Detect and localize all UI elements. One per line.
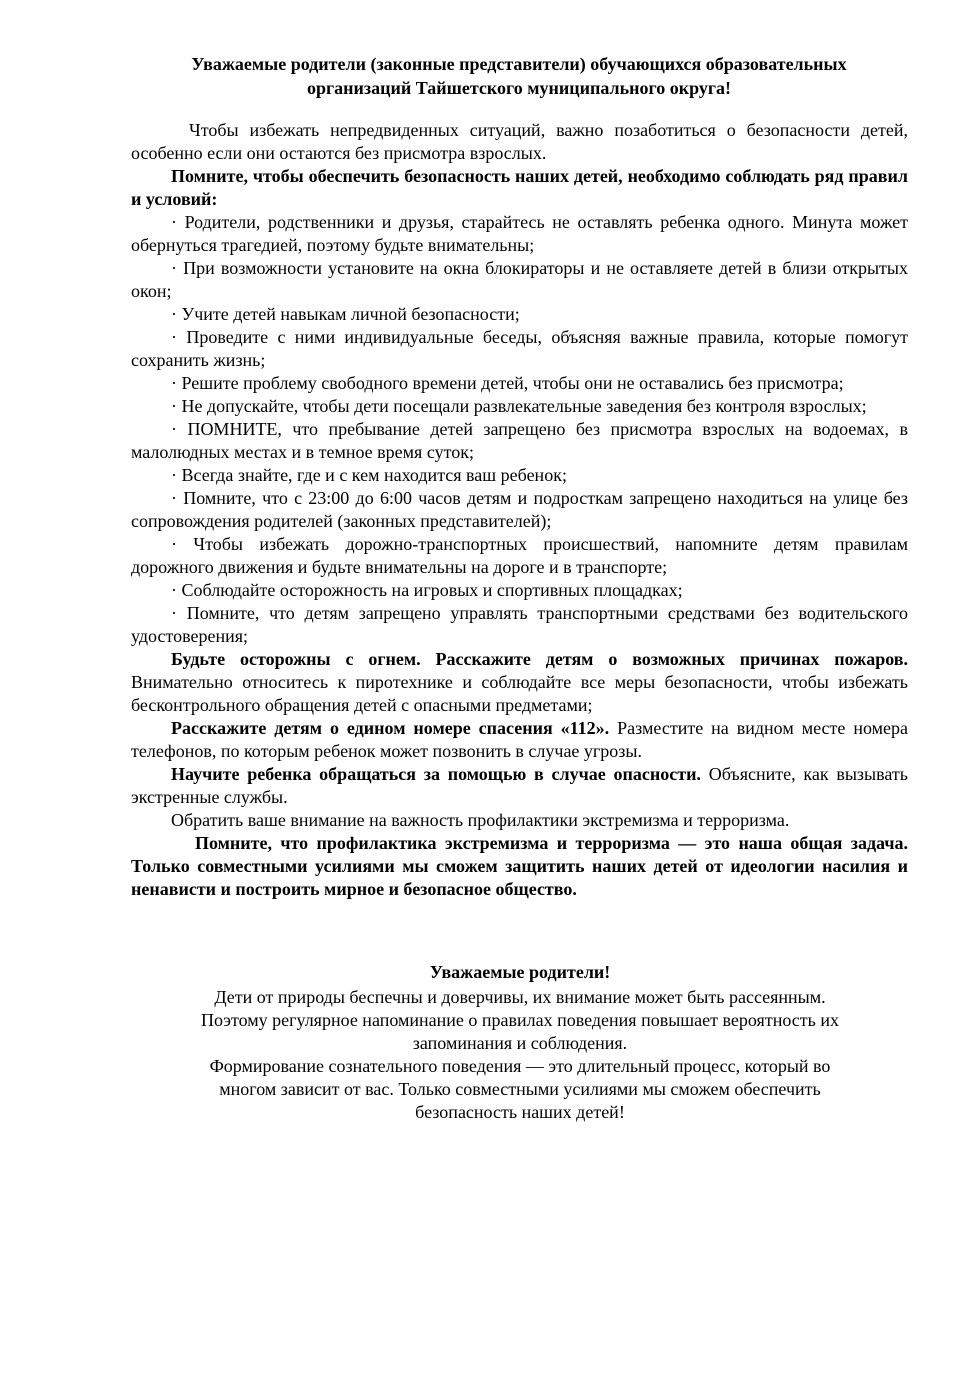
rule-item: · ПОМНИТЕ, что пребывание детей запрещено без присмотра взрослых на водоемах, в малолюдных местах и в темное время суток;	[131, 419, 908, 462]
rule-item: · Решите проблему свободного времени детей, чтобы они не оставались без присмотра;	[171, 373, 844, 393]
extremism-note: Обратить ваше внимание на важность профилактики экстремизма и терроризма.	[171, 810, 790, 830]
rule-item: · Учите детей навыкам личной безопасности;	[171, 304, 520, 324]
closing-line: Дети от природы беспечны и доверчивы, их внимание может быть рассеянным.	[214, 987, 826, 1007]
ask-help-text: Объясните, как вызывать экстренные службы.	[131, 764, 908, 807]
rescue-number-text: Разместите на видном месте номера телефонов, по которым ребенок может позвонить в случае угрозы.	[131, 718, 908, 761]
closing-title: Уважаемые родители!	[429, 962, 611, 982]
fire-safety-bold: Будьте осторожны с огнем. Расскажите детям о возможных причинах пожаров.	[171, 649, 908, 669]
rule-item: · Соблюдайте осторожность на игровых и спортивных площадках;	[171, 580, 683, 600]
closing-line: безопасность наших детей!	[415, 1102, 625, 1122]
intro-paragraph: Чтобы избежать непредвиденных ситуаций, важно позаботиться о безопасности детей, особенно если они остаются без присмотра взрослых.	[131, 120, 908, 163]
title-line-1: Уважаемые родители (законные представители) обучающихся образовательных	[191, 54, 847, 74]
document-body	[131, 119, 908, 901]
rule-item: · При возможности установите на окна блокираторы и не оставляете детей в близи открытых окон;	[131, 258, 908, 301]
rule-item: · Чтобы избежать дорожно-транспортных происшествий, напомните детям правилам дорожного движения и будьте внимательны на дороге и в транспорте;	[131, 534, 908, 577]
title-line-2: организаций Тайшетского муниципального округа!	[306, 78, 732, 98]
rule-item: · Не допускайте, чтобы дети посещали развлекательные заведения без контроля взрослых;	[171, 396, 867, 416]
rules-heading: Помните, чтобы обеспечить безопасность наших детей, необходимо соблюдать ряд правил и условий:	[131, 166, 908, 209]
rule-item: · Помните, что с 23:00 до 6:00 часов детям и подросткам запрещено находиться на улице без сопровождения родителей (законных представителей);	[131, 488, 908, 531]
closing-line: запоминания и соблюдения.	[412, 1033, 628, 1053]
rescue-number-bold: Расскажите детям о едином номере спасения «112».	[171, 718, 610, 738]
document-title	[130, 52, 908, 100]
ask-help-bold: Научите ребенка обращаться за помощью в случае опасности.	[171, 764, 701, 784]
rescue-number-paragraph	[131, 717, 908, 763]
closing-line: Поэтому регулярное напоминание о правилах поведения повышает вероятность их	[201, 1010, 839, 1030]
rule-item: · Родители, родственники и друзья, старайтесь не оставлять ребенка одного. Минута может обернуться трагедией, поэтому будьте внимательны;	[131, 212, 908, 255]
rule-item: · Проведите с ними индивидуальные беседы, объясняя важные правила, которые помогут сохранить жизнь;	[131, 327, 908, 370]
ask-help-paragraph	[131, 763, 908, 809]
rule-item: · Помните, что детям запрещено управлять транспортными средствами без водительского удостоверения;	[131, 603, 908, 646]
rule-item: · Всегда знайте, где и с кем находится ваш ребенок;	[171, 465, 567, 485]
closing-line: многом зависит от вас. Только совместными усилиями мы сможем обеспечить	[219, 1079, 821, 1099]
closing-section	[150, 961, 890, 1124]
closing-line: Формирование сознательного поведения — это длительный процесс, который во	[209, 1056, 831, 1076]
extremism-bold-paragraph: Помните, что профилактика экстремизма и терроризма — это наша общая задача. Только совместными усилиями мы сможем защитить наших детей от идеологии насилия и ненависти и построить мирное и безопасное общество.	[131, 833, 908, 899]
fire-safety-text: Внимательно относитесь к пиротехнике и соблюдайте все меры безопасности, чтобы избежать бесконтрольного обращения детей с опасными предметами;	[131, 672, 908, 715]
fire-safety-paragraph	[131, 648, 908, 717]
